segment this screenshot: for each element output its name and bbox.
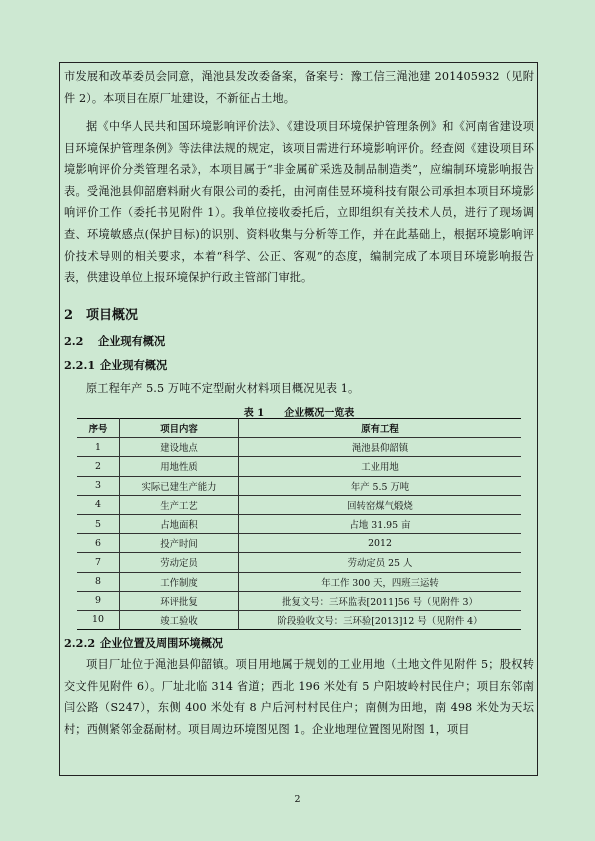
table-cell: 7 — [77, 553, 120, 572]
header-cell: 原有工程 — [239, 419, 522, 438]
table-cell: 3 — [77, 476, 120, 495]
table-row — [77, 572, 521, 591]
subsubsection-number: 2.2.2 — [64, 636, 96, 650]
table-cell: 劳动定员 — [120, 553, 239, 572]
table-cell: 10 — [77, 610, 120, 629]
table-cell: 回转窑煤气煅烧 — [239, 495, 522, 514]
table-cell: 占地面积 — [120, 514, 239, 533]
subsection-heading — [64, 333, 165, 349]
table-cell: 占地 31.95 亩 — [239, 514, 522, 533]
intro-paragraph: 市发展和改革委员会同意，渑池县发改委备案，备案号：豫工信三渑池建 201405932（见附件 2）。本项目在原厂址建设，不新征占土地。 — [64, 70, 534, 105]
table-header-row — [77, 419, 521, 438]
table-row — [77, 495, 521, 514]
table-cell: 9 — [77, 591, 120, 610]
table-row — [77, 438, 521, 457]
table-cell: 年工作 300 天，四班三运转 — [239, 572, 522, 591]
table-cell: 8 — [77, 572, 120, 591]
table-row — [77, 476, 521, 495]
table-cell: 渑池县仰韶镇 — [239, 438, 522, 457]
table-cell: 2 — [77, 457, 120, 476]
header-cell: 序号 — [77, 419, 120, 438]
subsection-number: 2.2 — [64, 334, 84, 348]
subsubsection-title: 企业现有概况 — [100, 358, 168, 372]
table-cell: 6 — [77, 534, 120, 553]
table-cell: 批复文号：三环监表[2011]56 号（见附件 3） — [239, 591, 522, 610]
table-row — [77, 534, 521, 553]
table-cell: 生产工艺 — [120, 495, 239, 514]
table-cell: 竣工验收 — [120, 610, 239, 629]
table-cell: 5 — [77, 514, 120, 533]
table-cell: 2012 — [239, 534, 522, 553]
table-cell: 阶段验收文号：三环验[2013]12 号（见附件 4） — [239, 610, 522, 629]
table-row — [77, 553, 521, 572]
overview-table — [77, 418, 521, 630]
subsubsection-number: 2.2.1 — [64, 358, 96, 372]
subsection-title: 企业现有概况 — [98, 334, 166, 348]
table-cell: 工业用地 — [239, 457, 522, 476]
table-cell: 年产 5.5 万吨 — [239, 476, 522, 495]
table-row — [77, 610, 521, 629]
table-cell: 劳动定员 25 人 — [239, 553, 522, 572]
section-heading — [64, 304, 138, 323]
table-cell: 工作制度 — [120, 572, 239, 591]
table-cell: 实际已建生产能力 — [120, 476, 239, 495]
page-number: 2 — [294, 794, 301, 805]
table-cell: 1 — [77, 438, 120, 457]
table-cell: 环评批复 — [120, 591, 239, 610]
subsubsection-title: 企业位置及周围环境概况 — [100, 636, 224, 650]
table-cell: 投产时间 — [120, 534, 239, 553]
subsubsection-heading-1 — [64, 357, 167, 373]
table-caption: 表 1 企业概况一览表 — [243, 408, 355, 419]
table-row — [77, 591, 521, 610]
table-row — [77, 514, 521, 533]
table-row — [77, 457, 521, 476]
section-title: 项目概况 — [86, 308, 139, 323]
table-cell: 用地性质 — [120, 457, 239, 476]
table-cell: 建设地点 — [120, 438, 239, 457]
subsubsection-heading-2 — [64, 635, 223, 651]
table-intro-paragraph: 原工程年产 5.5 万吨不定型耐火材料项目概况见表 1。 — [86, 382, 360, 395]
location-paragraph: 项目厂址位于渑池县仰韶镇。项目用地属于规划的工业用地（土地文件见附件 5；股权转交文件见附件 6）。厂址北临 314 省道；西北 196 米处有 5 户阳坡岭村民住户；项目东邻南闫公路（S247），东侧 400 米处有 8 户后河村村民住户；南侧为田地，南 498 米处为天坛村；西侧紧邻金磊耐材。项目周边环境图见图 1。企业地理位置图见附图 1，项目 — [64, 658, 534, 736]
table-cell: 4 — [77, 495, 120, 514]
section-number: 2 — [64, 308, 74, 323]
header-cell: 项目内容 — [120, 419, 239, 438]
regulation-paragraph: 据《中华人民共和国环境影响评价法》、《建设项目环境保护管理条例》和《河南省建设项目环境保护管理条例》等法律法规的规定，该项目需进行环境影响评价。经查阅《建设项目环境影响评价分类管理名录》，本项目属于“非金属矿采选及制品制造类”，应编制环境影响报告表。受渑池县仰韶磨料耐火有限公司的委托，由河南佳昱环境科技有限公司承担本项目环境影响评价工作（委托书见附件 1）。我单位接收委托后，立即组织有关技术人员，进行了现场调查、环境敏感点(保护目标)的识别、资料收集与分析等工作，并在此基础上，根据环境影响评价技术导则的相关要求，本着“科学、公正、客观”的态度，编制完成了本项目环境影响报告表，供建设单位上报环境保护行政主管部门审批。 — [64, 120, 534, 285]
